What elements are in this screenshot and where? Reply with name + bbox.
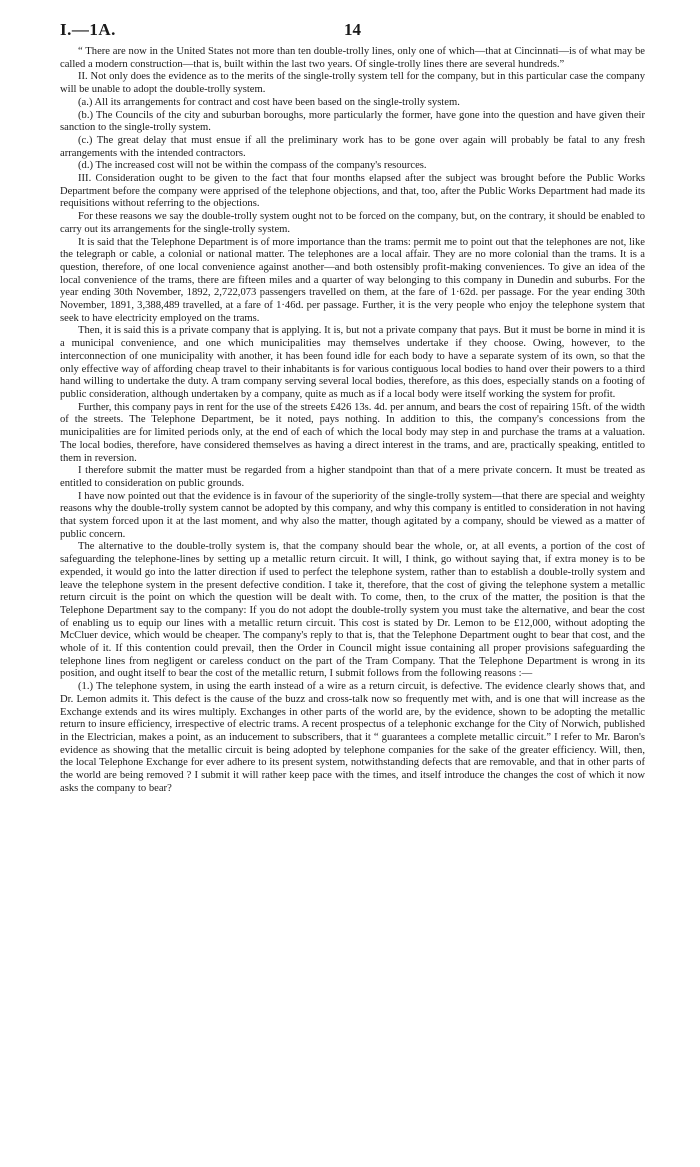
paragraph: The alternative to the double-trolly system is, that the company should bear the whole, or, at all events, a portion of the cost of safeguarding the telephone-lines by setting up a metallic return circuit. It will, I think, go without saying that, if extra money is to be expended, it would go into the latter direction if used to perfect the telephone system, rather than to establish a double-trolly system and leave the telephone system in the present defective condition. I take it, therefore, that the cost of giving the telephone system a metallic return circuit is the point on which the question will be dealt with. To come, then, to the crux of the matter, the position is that the Telephone Department say to the company: If you do not adopt the double-trolly system you must take the alternative, and bear the cost of enabling us to equip our lines with a metallic return circuit. This cost is stated by Dr. Lemon to be £12,000, without adopting the McCluer device, which would be cheaper. The company's reply to that is, that the Telephone Department ought to bear that cost, and the whole of it. If this contention could prevail, then the Order in Council might issue containing all proper provisions safeguarding the telephone lines from negligent or careless conduct on the part of the Tram Company. That the Telephone Department is wrong in its position, and ought itself to bear the cost of the metallic return, I submit follows from the following reasons :— (60, 541, 645, 680)
page-header (60, 16, 645, 46)
document-reference: I.—1A. (60, 20, 116, 39)
page-number: 14 (344, 20, 361, 39)
paragraph: Further, this company pays in rent for the use of the streets £426 13s. 4d. per annum, and bears the cost of repairing 15ft. of the width of the streets. The Telephone Department, be it noted, pays nothing. In addition to this, the company's concessions from the municipalities are for limited periods only, at the end of each of which the local body may step in and purchase the trams at a valuation. The local bodies, therefore, have considered themselves as having a direct interest in the trams, and are, practically speaking, entitled to them in reversion. (60, 401, 645, 464)
paragraph: For these reasons we say the double-trolly system ought not to be forced on the company, but, on the contrary, it should be enabled to carry out its arrangements for the single-trolly system. (60, 211, 645, 235)
paragraph: (c.) The great delay that must ensue if all the preliminary work has to be gone over again will probably be fatal to any fresh arrangements with the intended contractors. (60, 134, 645, 159)
paragraph: (1.) The telephone system, in using the earth instead of a wire as a return circuit, is defective. The evidence clearly shows that, and Dr. Lemon admits it. This defect is the cause of the buzz and cross-talk now so frequently met with, and is one that will increase as the Exchange extends and its wires multiply. Exchanges in other parts of the world are, by the evidence, shown to be adopting the metallic return to insure efficiency, irrespective of electric trams. A recent prospectus of a telephonic exchange for the City of Norwich, published in the Electrician, makes a point, as an inducement to subscribers, that it “ guarantees a complete metallic circuit.” I refer to Mr. Baron's evidence as showing that the metallic circuit is being adopted by telephone companies for the sake of the greater efficiency. Will, then, the local Telephone Exchange for ever adhere to its present system, notwithstanding defects that are removable, and that in other parts of the world are being removed ? I submit it will rather keep pace with the times, and itself introduce the changes the cost of which it now asks the company to bear? (60, 681, 645, 794)
paragraph: I therefore submit the matter must be regarded from a higher standpoint than that of a mere private concern. It must be treated as entitled to consideration on public grounds. (60, 465, 645, 489)
paragraph: It is said that the Telephone Department is of more importance than the trams: permit me to point out that the telephones are not, like the telegraph or cable, a colonial or national matter. The telephones are a local affair. They are no more colonial than the trams. It is a question, therefore, of one local convenience against another—and both ostensibly profit-making conveniences. To give an idea of the local convenience of the trams, there are fifteen miles and a quarter of way belonging to this company in Dunedin and suburbs. For the year ending 30th November, 1892, 2,722,073 passengers travelled on them, at the fare of 1·62d. per passage. For the year ending 30th November, 1891, 3,388,489 travelled, at a fare of 1·46d. per passage. Further, it is the very people who enjoy the telephone system that seek to have electricity employed on the trams. (60, 236, 645, 324)
paragraph: (d.) The increased cost will not be within the compass of the company's resources. (78, 160, 427, 172)
paragraph: I have now pointed out that the evidence is in favour of the superiority of the single-trolly system—that there are special and weighty reasons why the double-trolly system cannot be adopted by this company, and why this company is entitled to consideration in not having that system forced upon it at the last moment, and why also the matter, though agitated by a company, should be viewed as a matter of public concern. (60, 490, 645, 540)
paragraph: III. Consideration ought to be given to the fact that four months elapsed after the subject was brought before the Public Works Department before the company were apprised of the telephone objections, and that, too, after the Public Works Department had made its requisitions without referring to the objections. (60, 173, 645, 210)
paragraph: Then, it is said this is a private company that is applying. It is, but not a private company that pays. But it must be borne in mind it is a municipal convenience, and one which municipalities may themselves undertake if they choose. Owing, however, to the interconnection of one municipality with another, it has been found idle for each body to have a separate system of its own, so that the only effective way of affording cheap travel to their inhabitants is for various contiguous local bodies to hand over their powers to a third hand willing to undertake the duty. A tram company serving several local bodies, therefore, as this does, especially stands on a footing of public consideration, although undertaken by a company, quite as much as if a local body were itself working the system for profit. (60, 325, 645, 400)
paragraph: “ There are now in the United States not more than ten double-trolly lines, only one of which—that at Cincinnati—is of what may be called a modern construction—that is, built within the last two years. Of single-trolly lines there are several hundreds.” (60, 46, 645, 70)
paragraph: II. Not only does the evidence as to the merits of the single-trolly system tell for the company, but in this particular case the company will be unable to adopt the double-trolly system. (60, 71, 645, 96)
paragraph: (a.) All its arrangements for contract and cost have been based on the single-trolly system. (78, 96, 460, 108)
paragraph: (b.) The Councils of the city and suburban boroughs, more particularly the former, have gone into the question and have given their sanction to the single-trolly system. (60, 109, 645, 134)
document-body (60, 46, 645, 795)
